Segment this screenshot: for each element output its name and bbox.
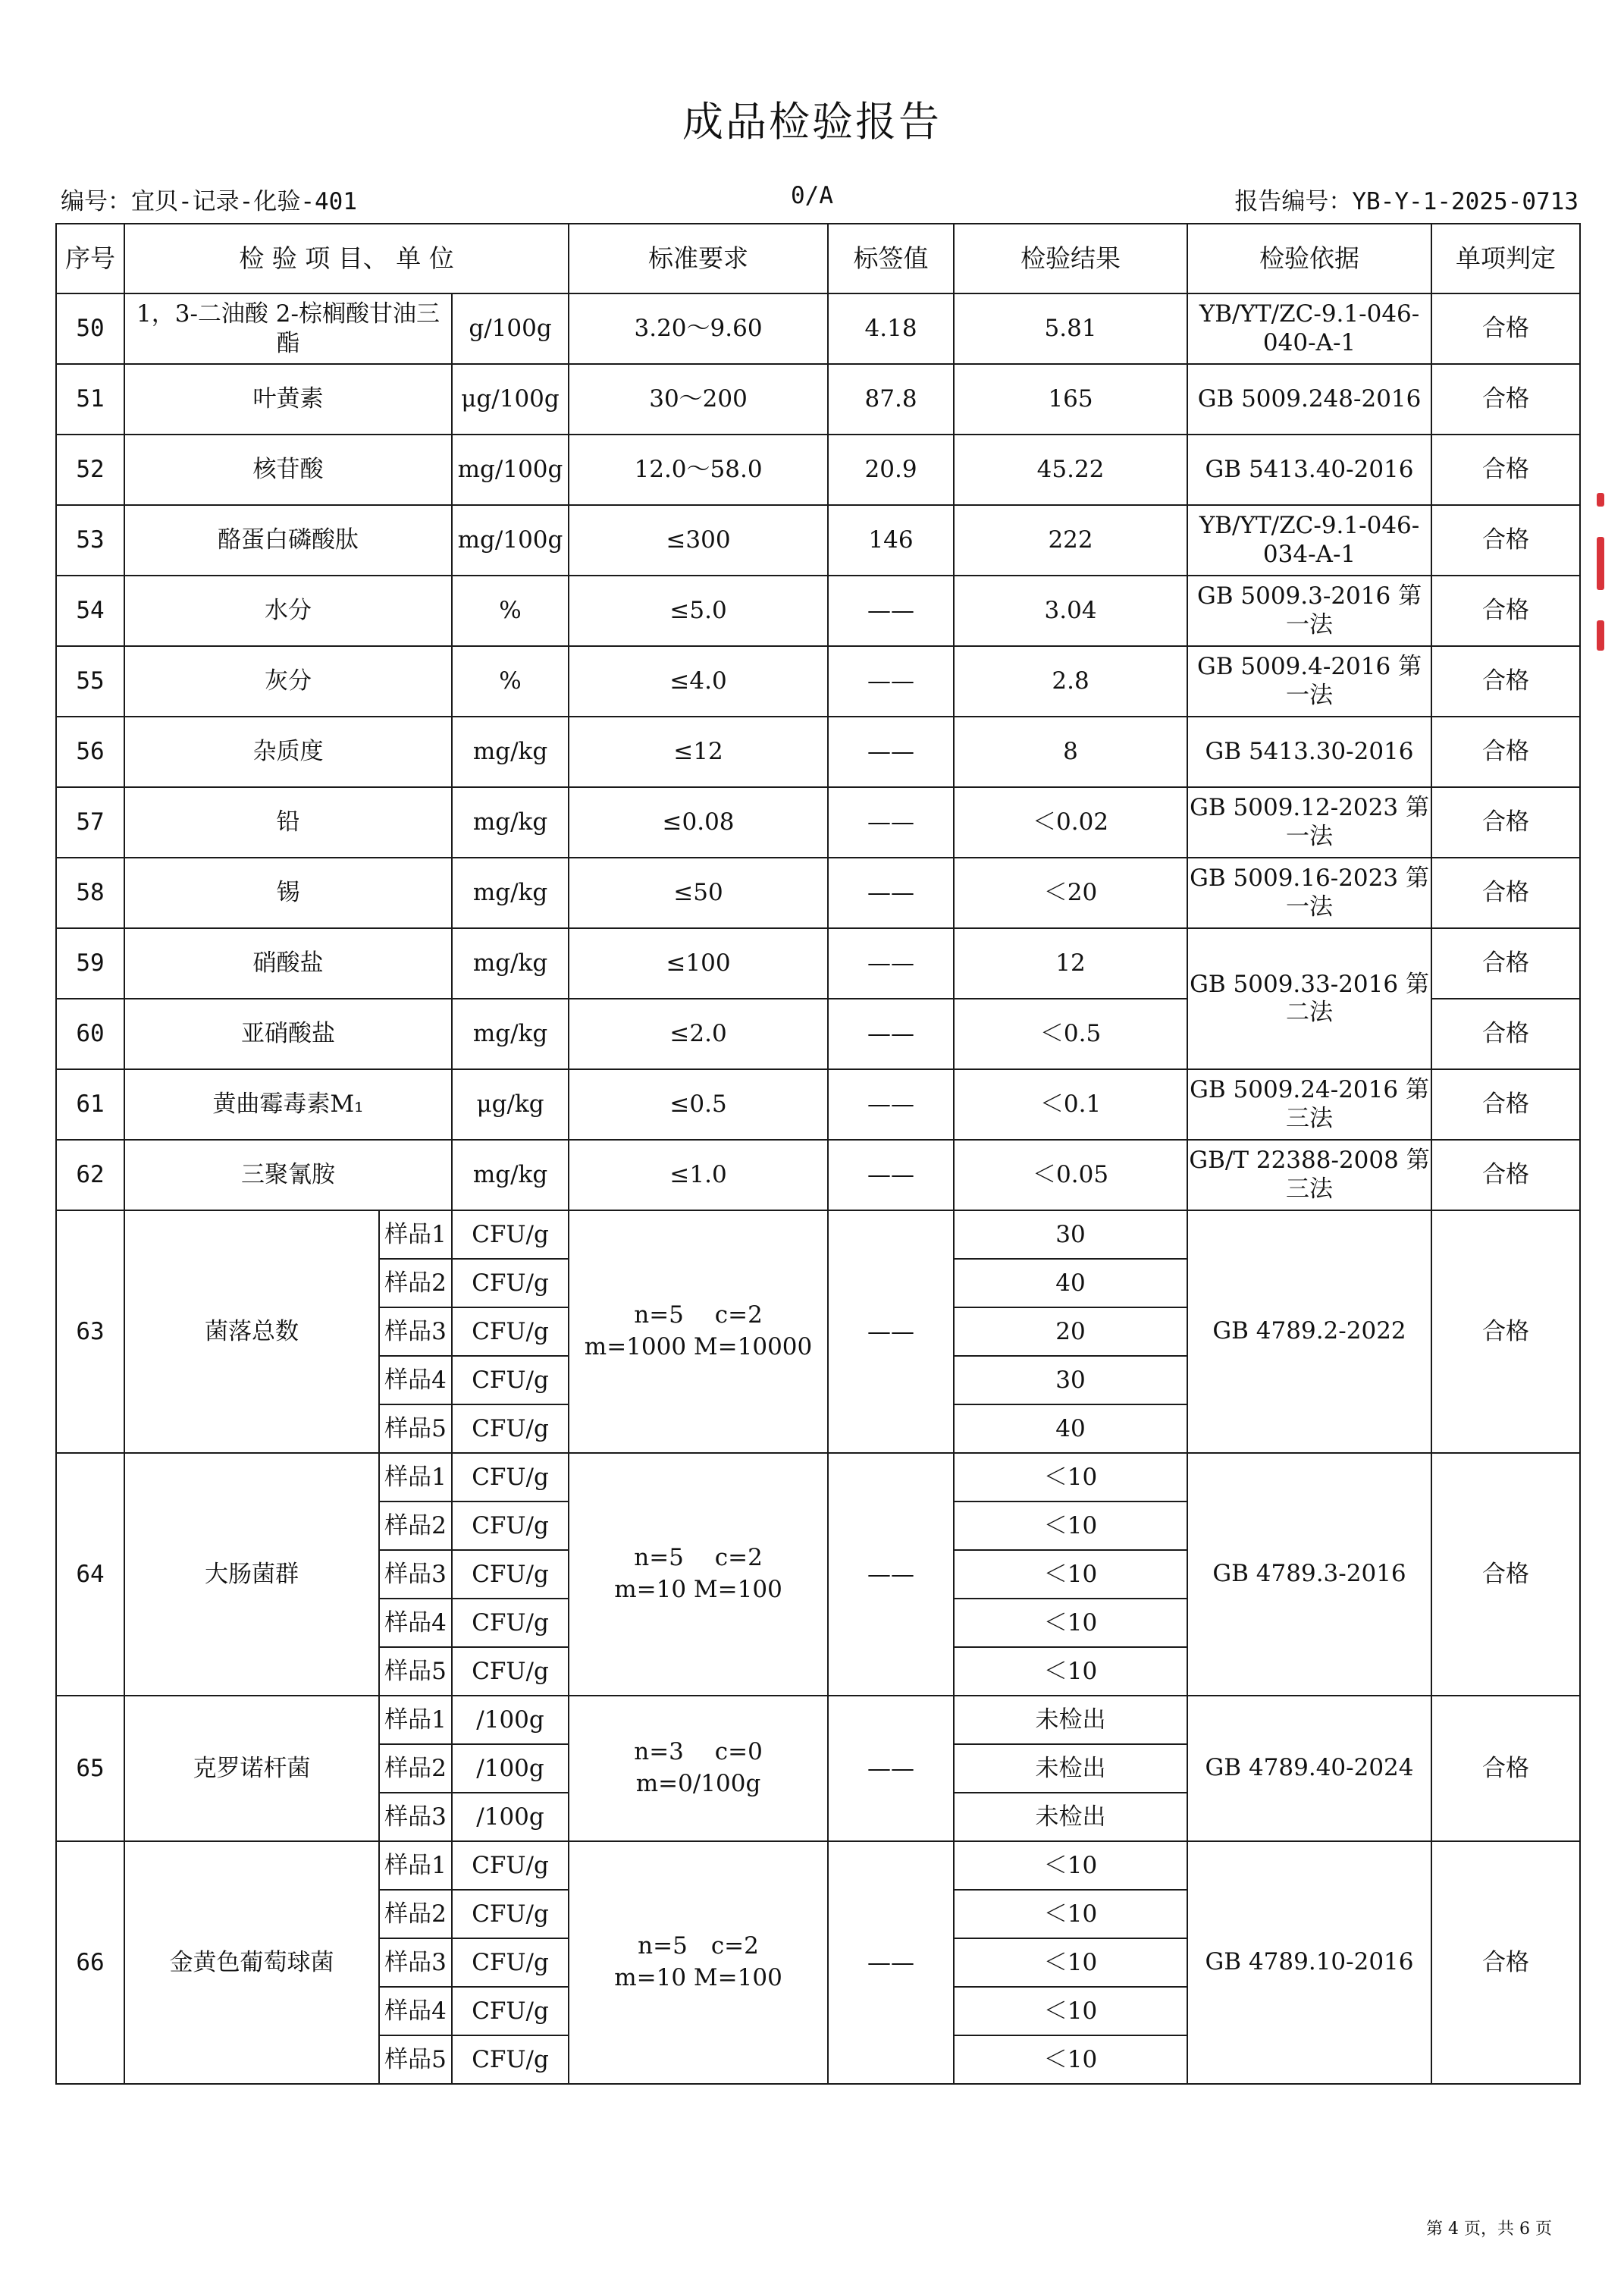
verdict: 合格 xyxy=(1431,1696,1580,1841)
micro-sample-row xyxy=(56,1210,1580,1259)
label-value: 4.18 xyxy=(828,293,954,364)
sample-name: 样品5 xyxy=(379,2035,452,2084)
table-row xyxy=(56,858,1580,928)
item-name: 黄曲霉毒素M₁ xyxy=(124,1069,452,1140)
verdict: 合格 xyxy=(1431,1069,1580,1140)
test-result: 165 xyxy=(954,364,1187,435)
test-method: GB 4789.10-2016 xyxy=(1187,1841,1431,2084)
sample-name: 样品1 xyxy=(379,1841,452,1890)
test-method: GB 5009.3-2016 第一法 xyxy=(1187,576,1431,646)
label-value: —— xyxy=(828,999,954,1069)
row-number: 58 xyxy=(56,858,124,928)
standard-requirement: ≤2.0 xyxy=(569,999,828,1069)
sample-unit: CFU/g xyxy=(452,1210,569,1259)
header-judgement: 单项判定 xyxy=(1431,224,1580,293)
row-number: 53 xyxy=(56,505,124,576)
label-value: —— xyxy=(828,928,954,999)
sample-name: 样品1 xyxy=(379,1210,452,1259)
item-name: 金黄色葡萄球菌 xyxy=(124,1841,379,2084)
label-value: —— xyxy=(828,1140,954,1210)
test-result: 30 xyxy=(954,1356,1187,1404)
test-result: ＜10 xyxy=(954,1987,1187,2035)
table-row xyxy=(56,505,1580,576)
standard-requirement xyxy=(569,1696,828,1841)
sample-unit: /100g xyxy=(452,1793,569,1841)
row-number: 66 xyxy=(56,1841,124,2084)
sample-name: 样品3 xyxy=(379,1793,452,1841)
standard-line-1: n=5 c=2 xyxy=(634,1301,763,1329)
test-result: ＜0.05 xyxy=(954,1140,1187,1210)
row-number: 52 xyxy=(56,435,124,505)
verdict: 合格 xyxy=(1431,364,1580,435)
standard-requirement: ≤300 xyxy=(569,505,828,576)
test-method: GB 5009.16-2023 第一法 xyxy=(1187,858,1431,928)
item-name: 菌落总数 xyxy=(124,1210,379,1453)
header-item: 检 验 项 目、 单 位 xyxy=(124,224,569,293)
sample-unit: CFU/g xyxy=(452,1550,569,1599)
sample-name: 样品2 xyxy=(379,1744,452,1793)
standard-requirement xyxy=(569,1210,828,1453)
label-value: —— xyxy=(828,1696,954,1841)
test-result: 3.04 xyxy=(954,576,1187,646)
row-number: 50 xyxy=(56,293,124,364)
item-unit: mg/kg xyxy=(452,858,569,928)
table-row xyxy=(56,787,1580,858)
item-name: 杂质度 xyxy=(124,717,452,787)
standard-line-2: m=0/100g xyxy=(635,1770,761,1797)
label-value: —— xyxy=(828,576,954,646)
standard-line-2: m=10 M=100 xyxy=(614,1964,782,1991)
sample-name: 样品1 xyxy=(379,1696,452,1744)
standard-requirement: ≤50 xyxy=(569,858,828,928)
row-number: 65 xyxy=(56,1696,124,1841)
row-number: 62 xyxy=(56,1140,124,1210)
item-unit: mg/kg xyxy=(452,999,569,1069)
row-number: 61 xyxy=(56,1069,124,1140)
test-method: GB 4789.3-2016 xyxy=(1187,1453,1431,1696)
sample-name: 样品5 xyxy=(379,1647,452,1696)
header-seq: 序号 xyxy=(56,224,124,293)
test-result: 40 xyxy=(954,1404,1187,1453)
sample-unit: /100g xyxy=(452,1696,569,1744)
sample-name: 样品4 xyxy=(379,1356,452,1404)
micro-sample-row xyxy=(56,1453,1580,1502)
label-value: —— xyxy=(828,787,954,858)
test-method: GB 5413.40-2016 xyxy=(1187,435,1431,505)
test-result: 40 xyxy=(954,1259,1187,1307)
test-method: GB/T 22388-2008 第三法 xyxy=(1187,1140,1431,1210)
row-number: 59 xyxy=(56,928,124,999)
verdict: 合格 xyxy=(1431,576,1580,646)
standard-line-1: n=3 c=0 xyxy=(634,1738,763,1766)
label-value: —— xyxy=(828,1841,954,2084)
standard-requirement: 12.0～58.0 xyxy=(569,435,828,505)
item-unit: μg/100g xyxy=(452,364,569,435)
label-value: —— xyxy=(828,1210,954,1453)
item-unit: mg/100g xyxy=(452,435,569,505)
test-result: ＜10 xyxy=(954,1453,1187,1502)
sample-unit: CFU/g xyxy=(452,1356,569,1404)
sample-unit: CFU/g xyxy=(452,1502,569,1550)
test-result: ＜10 xyxy=(954,1841,1187,1890)
test-result: ＜10 xyxy=(954,1502,1187,1550)
test-result: 222 xyxy=(954,505,1187,576)
test-method: GB 4789.40-2024 xyxy=(1187,1696,1431,1841)
table-row xyxy=(56,435,1580,505)
label-value: —— xyxy=(828,717,954,787)
item-name: 锡 xyxy=(124,858,452,928)
item-name: 1，3-二油酸 2-棕榈酸甘油三酯 xyxy=(124,293,452,364)
item-name: 硝酸盐 xyxy=(124,928,452,999)
standard-requirement: ≤0.5 xyxy=(569,1069,828,1140)
test-result: ＜10 xyxy=(954,1938,1187,1987)
sample-unit: CFU/g xyxy=(452,1599,569,1647)
item-unit: mg/kg xyxy=(452,1140,569,1210)
row-number: 60 xyxy=(56,999,124,1069)
item-name: 灰分 xyxy=(124,646,452,717)
test-method: GB 4789.2-2022 xyxy=(1187,1210,1431,1453)
table-row xyxy=(56,1069,1580,1140)
header-result: 检验结果 xyxy=(954,224,1187,293)
standard-requirement: ≤0.08 xyxy=(569,787,828,858)
test-method: GB 5009.4-2016 第一法 xyxy=(1187,646,1431,717)
label-value: 87.8 xyxy=(828,364,954,435)
sample-name: 样品1 xyxy=(379,1453,452,1502)
inspection-table xyxy=(55,223,1581,2085)
sample-name: 样品4 xyxy=(379,1987,452,2035)
verdict: 合格 xyxy=(1431,928,1580,999)
item-name: 克罗诺杆菌 xyxy=(124,1696,379,1841)
row-number: 55 xyxy=(56,646,124,717)
test-result: ＜10 xyxy=(954,1599,1187,1647)
standard-requirement: 30～200 xyxy=(569,364,828,435)
sample-name: 样品2 xyxy=(379,1890,452,1938)
sample-unit: CFU/g xyxy=(452,1987,569,2035)
test-result: 30 xyxy=(954,1210,1187,1259)
test-method: GB 5009.24-2016 第三法 xyxy=(1187,1069,1431,1140)
standard-line-2: m=1000 M=10000 xyxy=(584,1333,813,1360)
test-result: 2.8 xyxy=(954,646,1187,717)
table-row xyxy=(56,928,1580,999)
verdict: 合格 xyxy=(1431,1210,1580,1453)
sample-unit: /100g xyxy=(452,1744,569,1793)
table-row xyxy=(56,364,1580,435)
sample-name: 样品2 xyxy=(379,1502,452,1550)
micro-sample-row xyxy=(56,1841,1580,1890)
test-result: 12 xyxy=(954,928,1187,999)
standard-line-1: n=5 c=2 xyxy=(638,1932,759,1960)
standard-requirement xyxy=(569,1453,828,1696)
verdict: 合格 xyxy=(1431,999,1580,1069)
standard-line-2: m=10 M=100 xyxy=(614,1576,782,1603)
record-number: 编号：宜贝-记录-化验-401 xyxy=(61,188,357,215)
test-result: 未检出 xyxy=(954,1793,1187,1841)
verdict: 合格 xyxy=(1431,787,1580,858)
table-row xyxy=(56,1140,1580,1210)
standard-requirement xyxy=(569,1841,828,2084)
sample-name: 样品3 xyxy=(379,1938,452,1987)
verdict: 合格 xyxy=(1431,505,1580,576)
page-footer: 第 4 页，共 6 页 xyxy=(1426,2220,1552,2239)
standard-requirement: ≤1.0 xyxy=(569,1140,828,1210)
sample-unit: CFU/g xyxy=(452,1841,569,1890)
standard-line-1: n=5 c=2 xyxy=(634,1544,763,1572)
item-name: 水分 xyxy=(124,576,452,646)
standard-requirement: 3.20～9.60 xyxy=(569,293,828,364)
item-name: 核苷酸 xyxy=(124,435,452,505)
sample-unit: CFU/g xyxy=(452,1938,569,1987)
item-unit: mg/kg xyxy=(452,787,569,858)
test-result: 未检出 xyxy=(954,1696,1187,1744)
label-value: 146 xyxy=(828,505,954,576)
test-method: GB 5413.30-2016 xyxy=(1187,717,1431,787)
test-method: YB/YT/ZC-9.1-046-034-A-1 xyxy=(1187,505,1431,576)
table-header-row xyxy=(56,224,1580,293)
verdict: 合格 xyxy=(1431,717,1580,787)
standard-requirement: ≤5.0 xyxy=(569,576,828,646)
test-result: 未检出 xyxy=(954,1744,1187,1793)
standard-requirement: ≤4.0 xyxy=(569,646,828,717)
item-name: 三聚氰胺 xyxy=(124,1140,452,1210)
row-number: 57 xyxy=(56,787,124,858)
item-unit: % xyxy=(452,646,569,717)
header-standard: 标准要求 xyxy=(569,224,828,293)
standard-requirement: ≤12 xyxy=(569,717,828,787)
item-unit: μg/kg xyxy=(452,1069,569,1140)
sample-unit: CFU/g xyxy=(452,2035,569,2084)
test-method: GB 5009.12-2023 第一法 xyxy=(1187,787,1431,858)
verdict: 合格 xyxy=(1431,858,1580,928)
report-title: 成品检验报告 xyxy=(682,98,942,146)
verdict: 合格 xyxy=(1431,1841,1580,2084)
test-result: ＜10 xyxy=(954,2035,1187,2084)
item-name: 叶黄素 xyxy=(124,364,452,435)
sample-name: 样品4 xyxy=(379,1599,452,1647)
sample-unit: CFU/g xyxy=(452,1259,569,1307)
test-method: GB 5009.33-2016 第二法 xyxy=(1187,928,1431,1069)
test-result: ＜10 xyxy=(954,1890,1187,1938)
test-result: 8 xyxy=(954,717,1187,787)
header-basis: 检验依据 xyxy=(1187,224,1431,293)
test-result: ＜10 xyxy=(954,1647,1187,1696)
test-result: ＜0.1 xyxy=(954,1069,1187,1140)
sample-unit: CFU/g xyxy=(452,1890,569,1938)
verdict: 合格 xyxy=(1431,1453,1580,1696)
standard-requirement: ≤100 xyxy=(569,928,828,999)
table-row xyxy=(56,646,1580,717)
verdict: 合格 xyxy=(1431,646,1580,717)
verdict: 合格 xyxy=(1431,1140,1580,1210)
test-result: ＜10 xyxy=(954,1550,1187,1599)
verdict: 合格 xyxy=(1431,435,1580,505)
table-row xyxy=(56,717,1580,787)
sample-name: 样品5 xyxy=(379,1404,452,1453)
sample-unit: CFU/g xyxy=(452,1453,569,1502)
label-value: —— xyxy=(828,646,954,717)
micro-sample-row xyxy=(56,1696,1580,1744)
item-name: 大肠菌群 xyxy=(124,1453,379,1696)
row-number: 54 xyxy=(56,576,124,646)
item-unit: % xyxy=(452,576,569,646)
header-label-value: 标签值 xyxy=(828,224,954,293)
row-number: 64 xyxy=(56,1453,124,1696)
test-result: 20 xyxy=(954,1307,1187,1356)
item-unit: mg/kg xyxy=(452,717,569,787)
test-result: ＜0.5 xyxy=(954,999,1187,1069)
label-value: —— xyxy=(828,1069,954,1140)
test-method: GB 5009.248-2016 xyxy=(1187,364,1431,435)
table-body xyxy=(56,293,1580,2084)
row-number: 51 xyxy=(56,364,124,435)
table-row xyxy=(56,293,1580,364)
item-unit: mg/100g xyxy=(452,505,569,576)
test-result: 45.22 xyxy=(954,435,1187,505)
version-number: 0/A xyxy=(791,182,833,209)
table-row xyxy=(56,576,1580,646)
red-stamp-fragment xyxy=(1597,493,1622,705)
test-result: 5.81 xyxy=(954,293,1187,364)
report-number: 报告编号：YB-Y-1-2025-0713 xyxy=(1234,188,1579,215)
item-name: 铅 xyxy=(124,787,452,858)
test-result: ＜0.02 xyxy=(954,787,1187,858)
label-value: —— xyxy=(828,858,954,928)
item-unit: g/100g xyxy=(452,293,569,364)
row-number: 63 xyxy=(56,1210,124,1453)
test-method: YB/YT/ZC-9.1-046-040-A-1 xyxy=(1187,293,1431,364)
verdict: 合格 xyxy=(1431,293,1580,364)
sample-unit: CFU/g xyxy=(452,1647,569,1696)
sample-name: 样品3 xyxy=(379,1550,452,1599)
sample-unit: CFU/g xyxy=(452,1307,569,1356)
item-name: 亚硝酸盐 xyxy=(124,999,452,1069)
item-unit: mg/kg xyxy=(452,928,569,999)
label-value: —— xyxy=(828,1453,954,1696)
sample-unit: CFU/g xyxy=(452,1404,569,1453)
item-name: 酪蛋白磷酸肽 xyxy=(124,505,452,576)
row-number: 56 xyxy=(56,717,124,787)
test-result: ＜20 xyxy=(954,858,1187,928)
sample-name: 样品3 xyxy=(379,1307,452,1356)
label-value: 20.9 xyxy=(828,435,954,505)
sample-name: 样品2 xyxy=(379,1259,452,1307)
